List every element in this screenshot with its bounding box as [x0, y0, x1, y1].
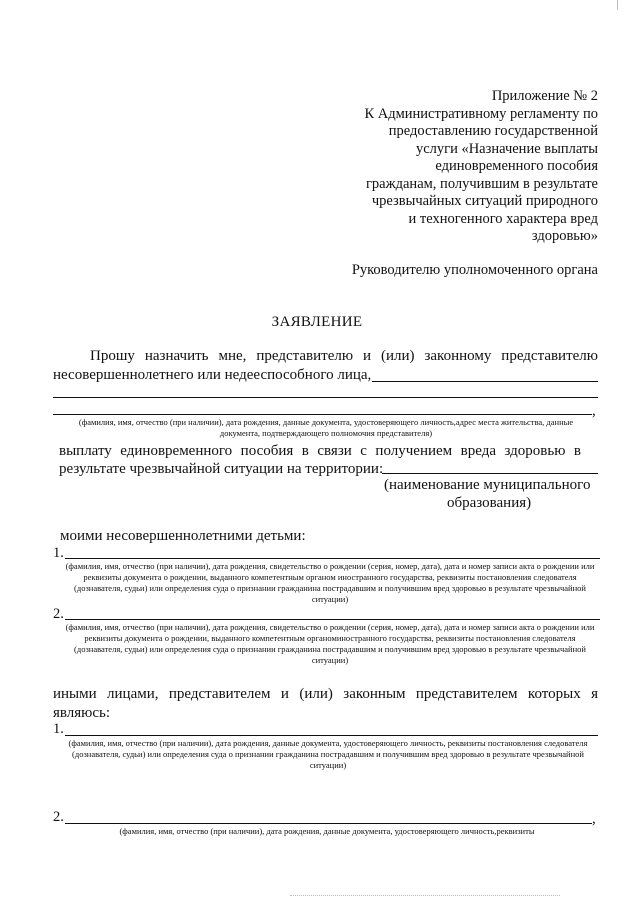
addressee: Руководителю уполномоченного органа — [351, 262, 598, 278]
header-line: единовременного пособия — [435, 158, 598, 174]
other-1-hint: (фамилия, имя, отчество (при наличии), дата рождения, данные документа, удостоверяющего личность, реквизиты постановления следователя (дознавателя, судьи) или определения суда о признании гражданина пострадавшим и получившим вред здоровью в результате чрезвычайной ситуации) — [68, 738, 588, 770]
others-line-2: являюсь: — [53, 705, 111, 721]
header-line: услуги «Назначение выплаты — [415, 140, 598, 157]
territory-hint-1: (наименование муниципального — [384, 477, 591, 493]
territory-hint-2: образования) — [447, 495, 532, 511]
header-line: чрезвычайных ситуаций природного — [371, 193, 598, 209]
scan-edge-mark — [614, 0, 618, 10]
applicant-field-hint: (фамилия, имя, отчество (при наличии), дата рождения, данные документа, удостоверяющего личность,адрес места жительства, данные документа, подтверждающего полномочия представителя) — [78, 417, 574, 438]
children-heading: моими несовершеннолетними детьми: — [60, 528, 306, 544]
other-1-number: 1. — [53, 721, 64, 737]
child-1-field[interactable] — [65, 558, 600, 559]
comma: , — [592, 811, 596, 827]
appendix-header — [338, 88, 598, 246]
header-line: предоставлению государственной — [388, 123, 598, 139]
applicant-details-field[interactable] — [53, 397, 598, 398]
payment-line-1: выплату единовременного пособия в связи с получением вреда здоровью в — [59, 443, 581, 459]
document-title: ЗАЯВЛЕНИЕ — [271, 314, 363, 330]
header-line: гражданам, получившим в результате — [365, 175, 598, 192]
scan-edge-line — [290, 895, 560, 896]
child-1-number: 1. — [53, 545, 64, 561]
header-line: К Административному регламенту по — [364, 105, 598, 122]
request-line-1: Прошу назначить мне, представителю и (или) законному представителю — [90, 348, 598, 364]
other-2-field[interactable] — [65, 823, 592, 824]
child-2-field[interactable] — [65, 619, 600, 620]
territory-field[interactable] — [382, 473, 598, 474]
others-line-1: иными лицами, представителем и (или) законным представителем которых я — [53, 686, 598, 702]
header-line: и техногенного характера вред — [408, 210, 598, 227]
header-line: Приложение № 2 — [491, 88, 598, 104]
payment-line-2: результате чрезвычайной ситуации на территории: — [59, 461, 384, 477]
header-line: здоровью» — [531, 228, 598, 244]
other-2-hint: (фамилия, имя, отчество (при наличии), дата рождения, данные документа, удостоверяющего личность,реквизиты — [119, 826, 535, 836]
other-1-field[interactable] — [65, 735, 598, 736]
other-2-number: 2. — [53, 809, 64, 825]
child-2-number: 2. — [53, 606, 64, 622]
applicant-name-field[interactable] — [372, 381, 598, 382]
comma: , — [592, 403, 596, 419]
request-line-2: несовершеннолетнего или недееспособного лица, — [53, 367, 372, 383]
child-1-hint: (фамилия, имя, отчество (при наличии), дата рождения, свидетельство о рождении (серия, номер, дата), дата и номер записи акта о рождении или реквизиты документа о рождении, выданного компетентным органом иностранного государства, реквизиты постановления следователя (дознавателя, судьи) или определения суда о признании гражданина пострадавшим и получившим вред здоровью в результате чрезвычайной ситуации) — [65, 561, 595, 604]
applicant-details-field-2[interactable] — [53, 414, 592, 415]
child-2-hint: (фамилия, имя, отчество (при наличии), дата рождения, свидетельство о рождении (серия, номер, дата), дата и номер записи акта о рождении или реквизиты документа о рождении, выданного компетентным органоминостранного государства, реквизиты постановления следователя (дознавателя, судьи) или определения суда о признании гражданина пострадавшим и получившим вред здоровью в результате чрезвычайной ситуации) — [65, 622, 595, 665]
